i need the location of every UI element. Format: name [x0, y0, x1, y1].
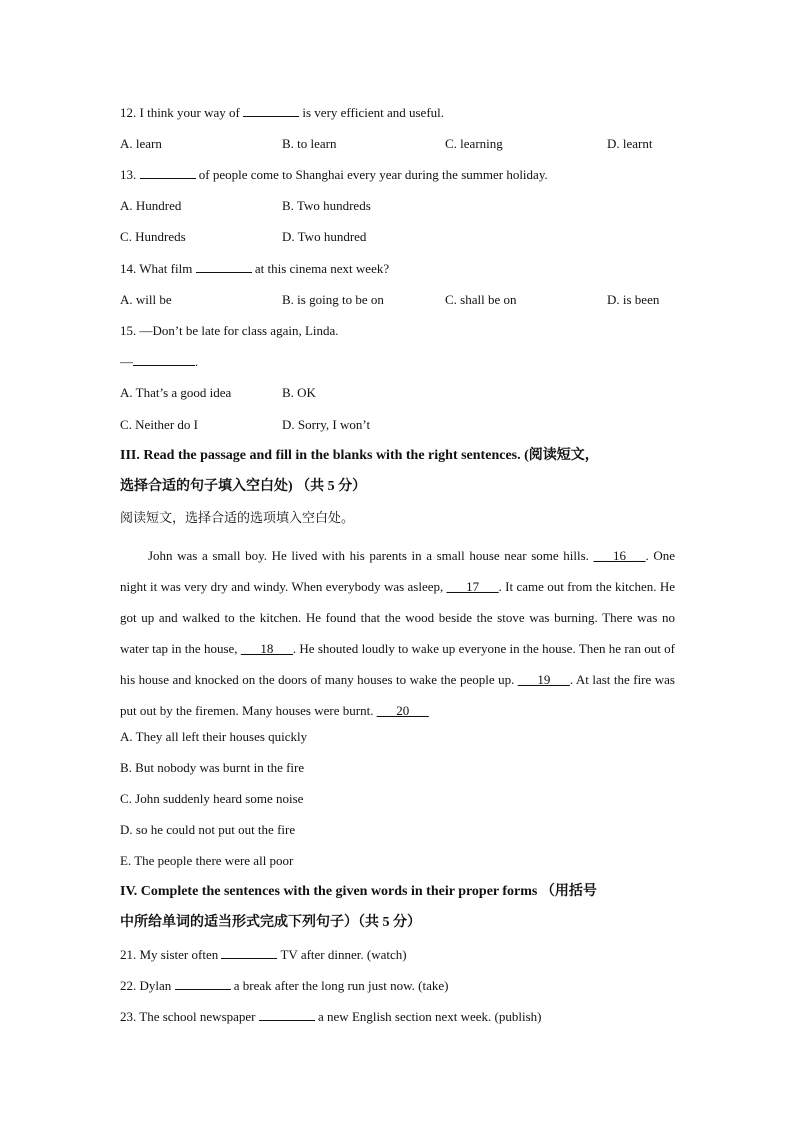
answer-blank: [243, 104, 299, 117]
section-3-instruction: 阅读短文，选择合适的选项填入空白处。: [120, 510, 355, 525]
option-a: A. will be: [120, 292, 172, 307]
dash: —: [120, 354, 133, 369]
question-text: 22. Dylan: [120, 978, 175, 993]
option-c: C. Hundreds: [120, 229, 186, 244]
answer-blank: [175, 977, 231, 990]
passage-text: John was a small boy. He lived with his parents in a small house near some hills.: [148, 548, 594, 563]
reading-passage: [120, 540, 675, 726]
section-3-title-line1: III. Read the passage and fill in the blanks with the right sentences. (阅读短文，: [120, 448, 599, 463]
question-21: [120, 946, 407, 964]
question-text: 13.: [120, 167, 140, 182]
question-15-reply: [120, 353, 198, 371]
option-a: A. learn: [120, 136, 162, 151]
question-12: [120, 104, 444, 122]
option-b: B. to learn: [282, 136, 337, 151]
passage-option-d: D. so he could not put out the fire: [120, 822, 296, 837]
passage-text: . He shouted loudly to wake up everyone in the house. Then he ran out of his house and knocked on the doors of many houses to wake the people up.: [120, 641, 675, 687]
section-3-title-line2: 选择合适的句子填入空白处) （共 5 分）: [120, 479, 367, 494]
passage-option-e: E. The people there were all poor: [120, 853, 294, 868]
question-15: [120, 322, 339, 340]
question-text: a break after the long run just now. (take): [230, 978, 449, 993]
option-b: B. OK: [282, 385, 316, 400]
blank-19: ___19___: [517, 672, 570, 687]
option-d: D. Two hundred: [282, 229, 367, 244]
passage-option-b: B. But nobody was burnt in the fire: [120, 760, 305, 775]
option-d: D. learnt: [607, 136, 653, 151]
option-b: B. is going to be on: [282, 292, 384, 307]
question-text: at this cinema next week?: [251, 261, 390, 276]
period: .: [195, 354, 199, 369]
option-a: A. That’s a good idea: [120, 385, 232, 400]
question-text: a new English section next week. (publish): [314, 1009, 542, 1024]
passage-text: . It came out from the kitchen. He got up and walked to the kitchen. He found that the wood beside the stove was burning. There was no water tap in the house,: [120, 579, 675, 656]
question-13: [120, 166, 548, 184]
passage-text: . At last the fire was put out by the firemen. Many houses were burnt.: [120, 672, 675, 718]
question-text: TV after dinner. (watch): [277, 947, 407, 962]
question-23: [120, 1008, 542, 1026]
blank-18: ___18___: [240, 641, 293, 656]
answer-blank: [196, 260, 252, 273]
question-14: [120, 260, 389, 278]
option-a: A. Hundred: [120, 198, 182, 213]
blank-17: ___17___: [446, 579, 499, 594]
answer-blank: [133, 353, 195, 366]
question-text: 21. My sister often: [120, 947, 222, 962]
blank-16: ___16___: [593, 548, 646, 563]
question-text: 15. —Don’t be late for class again, Linda.: [120, 323, 339, 338]
option-d: D. is been: [607, 292, 660, 307]
blank-20: ___20___: [376, 703, 429, 718]
option-c: C. shall be on: [445, 292, 517, 307]
answer-blank: [259, 1008, 315, 1021]
question-text: 14. What film: [120, 261, 196, 276]
question-22: [120, 977, 448, 995]
passage-text: . One night it was very dry and windy. When everybody was asleep,: [120, 548, 676, 594]
question-text: 12. I think your way of: [120, 105, 244, 120]
passage-option-a: A. They all left their houses quickly: [120, 729, 308, 744]
passage-option-c: C. John suddenly heard some noise: [120, 791, 304, 806]
option-d: D. Sorry, I won’t: [282, 417, 371, 432]
option-c: C. Neither do I: [120, 417, 198, 432]
question-text: is very efficient and useful.: [299, 105, 445, 120]
option-c: C. learning: [445, 136, 503, 151]
answer-blank: [221, 946, 277, 959]
option-b: B. Two hundreds: [282, 198, 371, 213]
question-text: 23. The school newspaper: [120, 1009, 259, 1024]
question-text: of people come to Shanghai every year during the summer holiday.: [195, 167, 548, 182]
section-4-title-line1: IV. Complete the sentences with the given words in their proper forms （用括号: [120, 884, 597, 899]
section-4-title-line2: 中所给单词的适当形式完成下列句子）（共 5 分）: [120, 915, 421, 930]
answer-blank: [140, 166, 196, 179]
